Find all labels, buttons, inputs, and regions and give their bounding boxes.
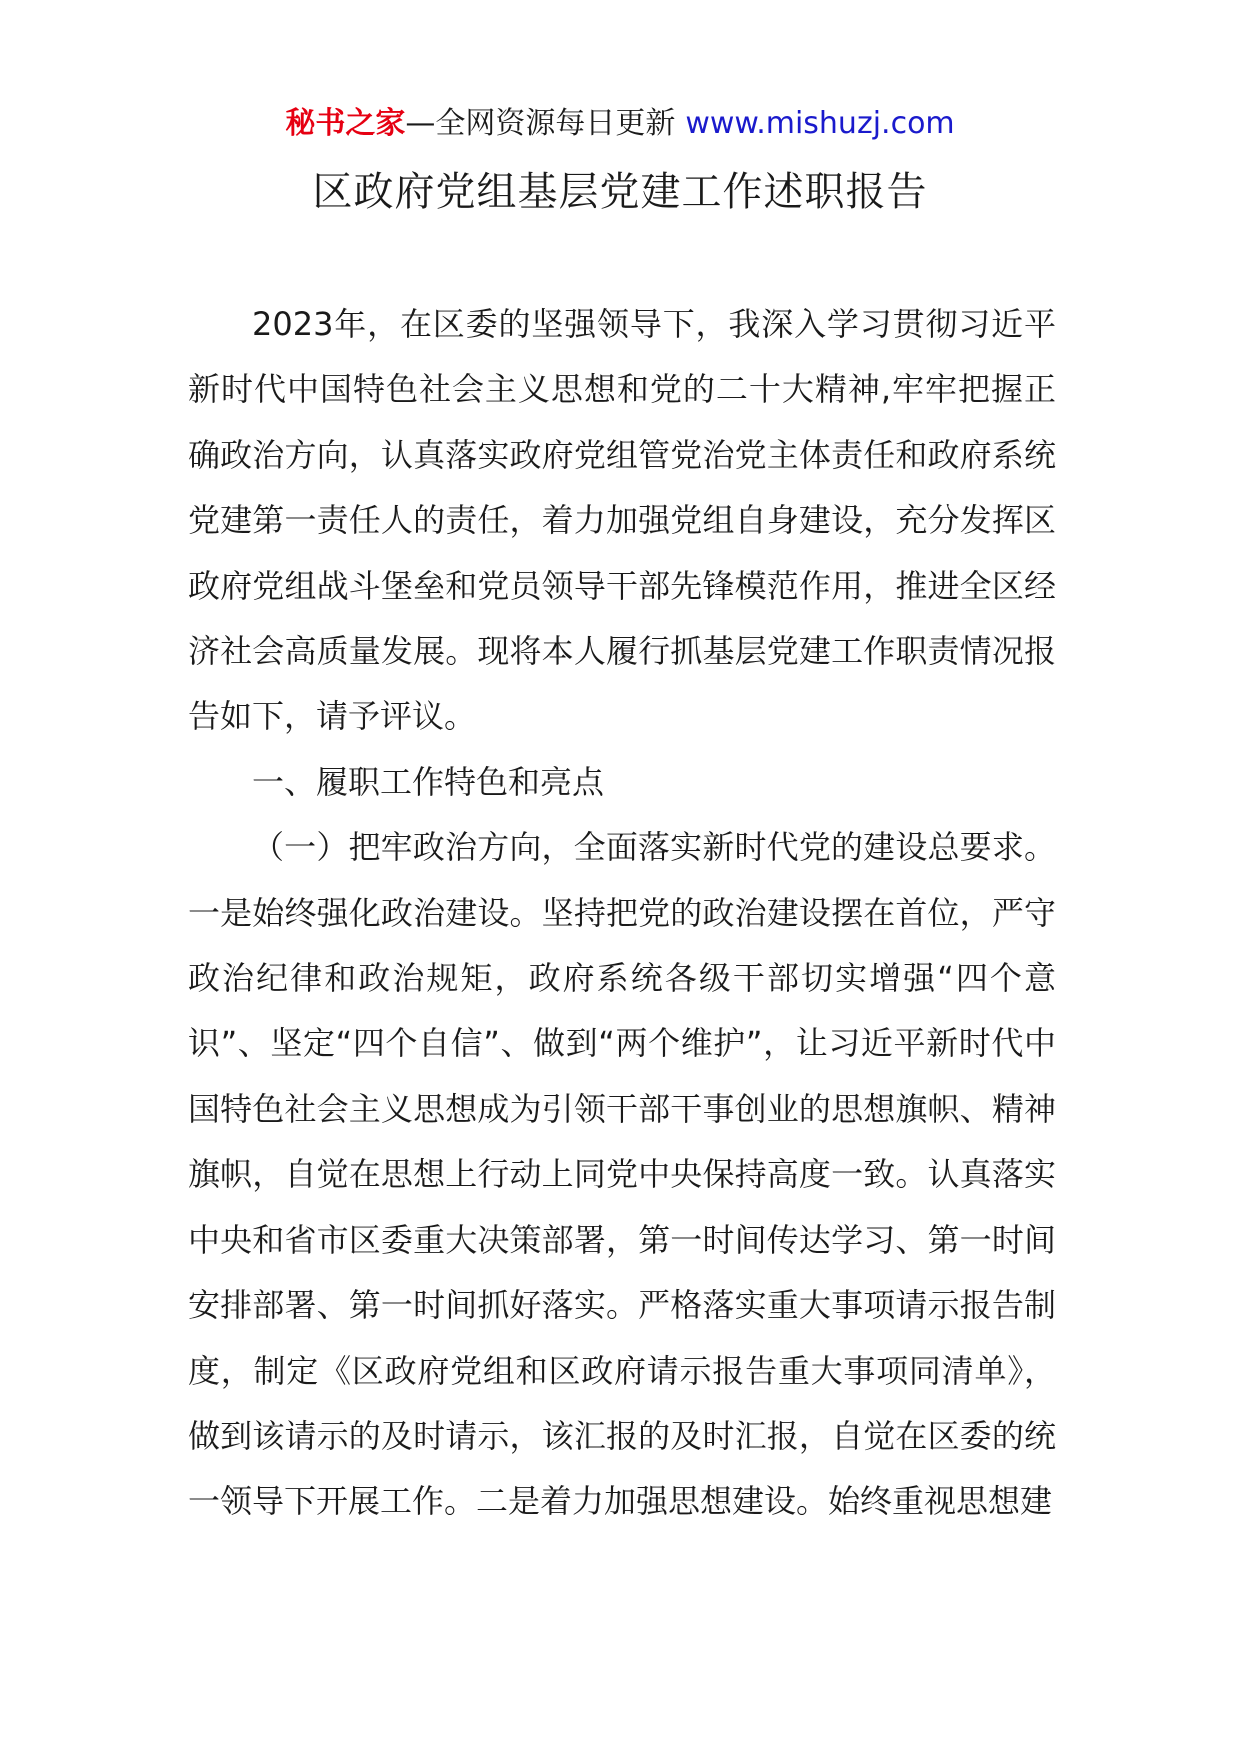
brand-name: 秘书之家 — [285, 106, 406, 141]
header-tagline: —全网资源每日更新 — [405, 106, 676, 141]
site-url-link[interactable]: www.mishuzj.com — [685, 106, 955, 141]
section-paragraph: （一）把牢政治方向，全面落实新时代党的建设总要求。一是始终强化政治建设。坚持把党的政治建设摆在首位，严守政治纪律和政治规矩，政府系统各级干部切实增强“四个意识”、坚定“四个自信”、做到“两个维护”，让习近平新时代中国特色社会主义思想成为引领干部干事创业的思想旗帜、精神旗帜，自觉在思想上行动上同党中央保持高度一致。认真落实中央和省市区委重大决策部署，第一时间传达学习、第一时间安排部署、第一时间抓好落实。严格落实重大事项请示报告制度，制定《区政府党组和区政府请示报告重大事项同清单》，做到该请示的及时请示，该汇报的及时汇报，自觉在区委的统一领导下开展工作。二是着力加强思想建设。始终重视思想建 — [188, 828, 1056, 1521]
site-header — [0, 102, 1240, 146]
document-body — [188, 292, 1056, 1535]
section-heading: 一、履职工作特色和亮点 — [252, 762, 605, 801]
document-title: 区政府党组基层党建工作述职报告 — [312, 169, 928, 215]
intro-paragraph: 2023年，在区委的坚强领导下，我深入学习贯彻习近平新时代中国特色社会主义思想和党的二十大精神,牢牢把握正确政治方向，认真落实政府党组管党治党主体责任和政府系统党建第一责任人的责任，着力加强党组自身建设，充分发挥区政府党组战斗堡垒和党员领导干部先锋模范作用，推进全区经济社会高质量发展。现将本人履行抓基层党建工作职责情况报告如下，请予评议。 — [188, 305, 1056, 736]
